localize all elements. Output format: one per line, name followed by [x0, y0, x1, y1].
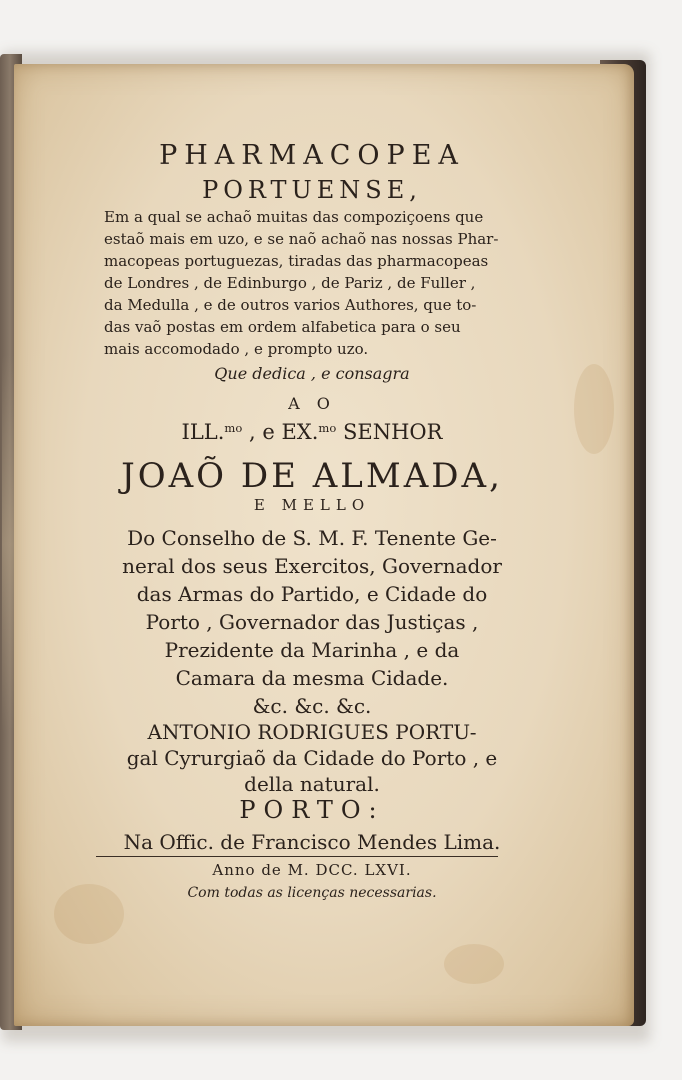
foxing-stain: [574, 364, 614, 454]
imprint-year: Anno de M. DCC. LXVI.: [212, 861, 412, 879]
honorific-senhor: SENHOR: [336, 420, 443, 444]
patron-title-line: Do Conselho de S. M. F. Tenente Ge-: [127, 526, 497, 550]
description-line: macopeas portuguezas, tiradas das pharmacopeas: [104, 252, 489, 270]
honorific-ex-sup: mo: [318, 421, 337, 436]
imprint-city: PORTO:: [239, 796, 385, 824]
patron-title-line: neral dos seus Exercitos, Governador: [122, 554, 502, 578]
patron-name: JOAÕ DE ALMADA,: [121, 456, 503, 496]
honorific-ill-sup: mo: [224, 421, 243, 436]
imprint-rule: [96, 856, 498, 857]
etc-line: &c. &c. &c.: [252, 694, 372, 718]
honorific-mid: , e EX.: [242, 420, 319, 444]
patron-title-line: das Armas do Partido, e Cidade do: [136, 582, 488, 606]
patron-title-line: Prezidente da Marinha , e da: [164, 638, 460, 662]
author-line: della natural.: [244, 772, 380, 796]
author-line: gal Cyrurgiaõ da Cidade do Porto , e: [126, 746, 498, 770]
description-line: de Londres , de Edinburgo , de Pariz , de Fuller ,: [104, 274, 476, 292]
ao-line: A O: [288, 394, 336, 413]
description-line: das vaõ postas em ordem alfabetica para o seu: [104, 318, 461, 336]
description-line: Em a qual se achaõ muitas das compoziçoens que: [104, 208, 484, 226]
honorific-line: [92, 422, 532, 443]
description-line: mais accomodado , e prompto uzo.: [104, 340, 369, 358]
imprint-printer: Na Offic. de Francisco Mendes Lima.: [123, 830, 501, 854]
dedication-line: Que dedica , e consagra: [214, 364, 410, 383]
patron-title-line: Porto , Governador das Justiças ,: [145, 610, 479, 634]
description-line: da Medulla , e de outros varios Authores, que to-: [104, 296, 477, 314]
patron-surname: E MELLO: [253, 496, 371, 514]
honorific-ill: ILL.: [181, 420, 225, 444]
title-line-1: PHARMACOPEA: [159, 140, 465, 171]
title-line-2: PORTUENSE,: [202, 176, 422, 204]
patron-title-line: Camara da mesma Cidade.: [175, 666, 449, 690]
imprint-license: Com todas as licenças necessarias.: [187, 885, 437, 901]
foxing-stain: [444, 944, 504, 984]
author-line: ANTONIO RODRIGUES PORTU-: [147, 720, 477, 744]
description-line: estaõ mais em uzo, e se naõ achaõ nas nossas Phar-: [104, 230, 499, 248]
